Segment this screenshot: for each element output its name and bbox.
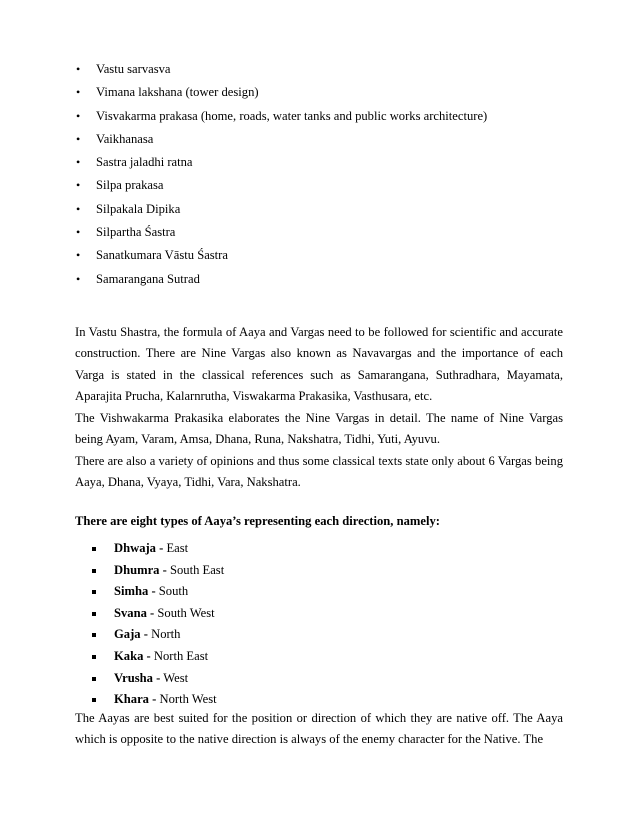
- aaya-direction: South: [158, 584, 189, 599]
- aaya-direction: North: [151, 627, 181, 642]
- list-item: • Vastu sarvasva: [68, 58, 588, 81]
- list-item: • Visvakarma prakasa (home, roads, water tanks and public works architecture): [68, 105, 588, 128]
- aaya-name: Khara -: [114, 692, 157, 707]
- aaya-direction: East: [166, 541, 189, 555]
- aaya-list: [89, 538, 224, 711]
- list-item: • Vaikhanasa: [68, 128, 588, 151]
- aaya-name: Dhwaja -: [114, 541, 164, 555]
- aaya-name: Svana -: [114, 605, 155, 620]
- paragraph-opinions: There are also a variety of opinions and thus some classical texts state only about 6 Vargas being Aaya, Dhana, Vyaya, Tidhi, Vara, Nakshatra.: [75, 454, 563, 490]
- list-item: • Sastra jaladhi ratna: [68, 151, 588, 174]
- list-item: • Vimana lakshana (tower design): [68, 81, 588, 104]
- list-item: • Silpa prakasa: [68, 174, 588, 197]
- aaya-name: Kaka -: [114, 648, 151, 663]
- aaya-name: Gaja -: [114, 627, 148, 642]
- paragraph-aayas: The Aayas are best suited for the position or direction of which they are native off. The Aaya which is opposite to the native direction is always of the enemy character for the Native. The: [75, 711, 563, 747]
- aaya-name: Dhumra -: [114, 562, 167, 577]
- aaya-item: [89, 668, 224, 690]
- aaya-name: Simha -: [114, 584, 156, 599]
- aaya-item: [89, 646, 224, 668]
- aaya-item: [89, 560, 224, 582]
- aaya-item: [89, 581, 224, 603]
- list-item: • Samarangana Sutrad: [68, 268, 588, 291]
- aaya-heading: There are eight types of Aaya’s representing each direction, namely:: [75, 514, 440, 528]
- aaya-direction: North West: [159, 692, 217, 707]
- aaya-item: [89, 624, 224, 646]
- aaya-item: [89, 603, 224, 625]
- list-item: • Silpartha Śastra: [68, 221, 588, 244]
- text-list: [68, 58, 588, 291]
- aaya-direction: North East: [153, 648, 209, 663]
- aaya-name: Vrusha -: [114, 670, 161, 685]
- list-item: • Sanatkumara Vāstu Śastra: [68, 244, 588, 267]
- aaya-direction: West: [163, 670, 189, 685]
- aaya-direction: South East: [169, 562, 225, 577]
- paragraph-vishwakarma: The Vishwakarma Prakasika elaborates the Nine Vargas in detail. The name of Nine Vargas being Ayam, Varam, Amsa, Dhana, Runa, Nakshatra, Tidhi, Yuti, Ayuvu.: [75, 411, 563, 447]
- paragraph-vargas: In Vastu Shastra, the formula of Aaya and Vargas need to be followed for scientific and accurate construction. There are Nine Vargas also known as Navavargas and the importance of each Varga is stated in the classical references such as Samarangana, Suthradhara, Mayamata, Aparajita Prucha, Kalarnrutha, Viswakarma Prakasika, Vasthusara, etc.: [75, 325, 563, 404]
- aaya-direction: South West: [157, 605, 215, 620]
- aaya-item: [89, 538, 224, 560]
- list-item: • Silpakala Dipika: [68, 198, 588, 221]
